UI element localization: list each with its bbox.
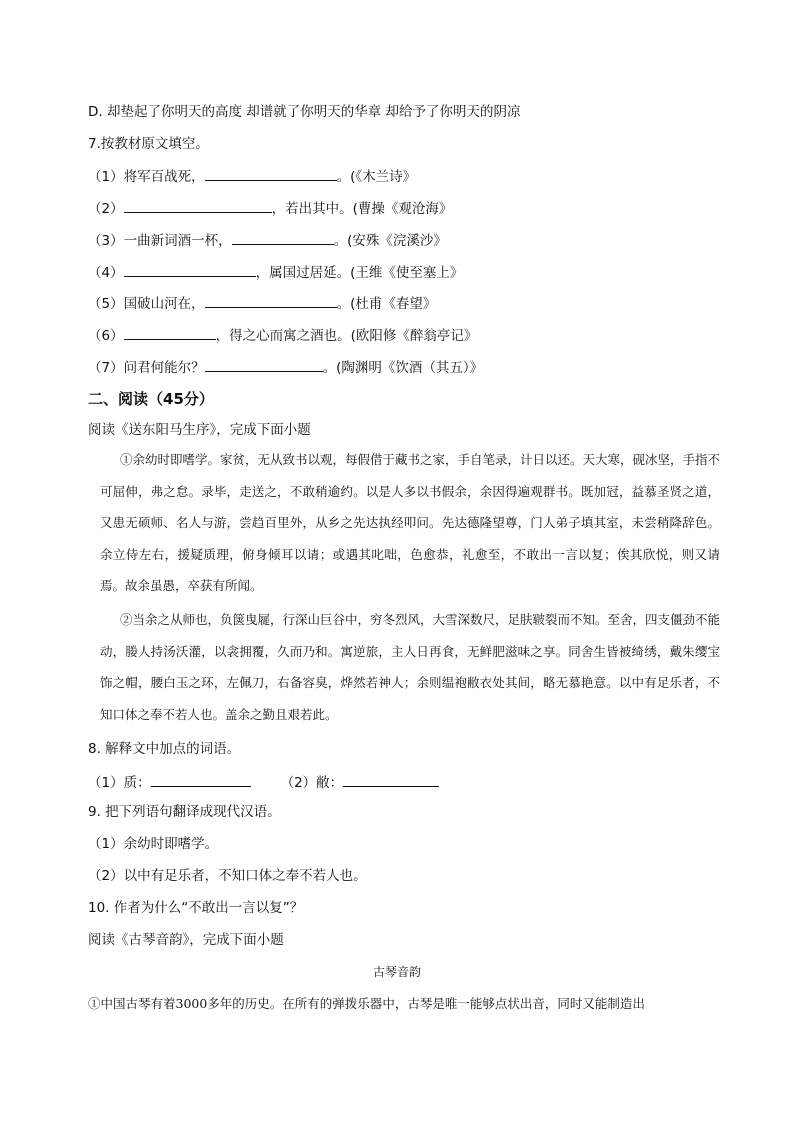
- reading1-paragraph-1: [100, 444, 720, 602]
- reading1-paragraph-2: [100, 604, 720, 730]
- q7-item-4-post: ，属国过居延。(王维《使至塞上》: [255, 265, 464, 281]
- option-d: D. 却垫起了你明天的高度 却谱就了你明天的华章 却给予了你明天的阴凉: [88, 104, 521, 120]
- q7-item-2-post: ，若出其中。(曹操《观沧海》: [271, 201, 453, 217]
- q7-item-7: [88, 357, 483, 377]
- reading1-paragraph-1-text: ①余幼时即嗜学。家贫，无从致书以观，每假借于藏书之家，手自笔录，计日以还。天大寒，砚冰坚，手指不可屈伸，弗之怠。录毕，走送之，不敢稍逾约。以是人多以书假余，余因得遍观群书。既加冠，益慕圣贤之道，又患无硕师、名人与游，尝趋百里外，从乡之先达执经叩问。先达德隆望尊，门人弟子填其室，未尝稍降辞色。余立侍左右，援疑质理，俯身倾耳以请；或遇其叱咄，色愈恭，礼愈至，不敢出一言以复；俟其欣悦，则又请焉。故余虽愚，卒获有所闻。: [100, 452, 721, 593]
- q7-item-5-post: 。(杜甫《春望》: [336, 296, 437, 312]
- answer-blank[interactable]: [205, 357, 323, 372]
- q7-item-1-pre: （1）将军百战死，: [88, 169, 205, 185]
- q7-item-3-pre: （3）一曲新词酒一杯，: [88, 233, 232, 249]
- q10-title: 10. 作者为什么“不敢出一言以复”？: [88, 900, 304, 916]
- answer-blank[interactable]: [205, 166, 337, 181]
- q7-title: 7.按教材原文填空。: [88, 136, 209, 152]
- q7-item-3: [88, 230, 447, 250]
- q7-item-2: [88, 198, 452, 218]
- q8-answers: [88, 772, 439, 792]
- q7-item-6-post: ，得之心而寓之酒也。(欧阳修《醉翁亭记》: [215, 328, 478, 344]
- q9-sentence-2: （2）以中有足乐者，不知口体之奉不若人也。: [88, 868, 367, 884]
- reading2-paragraph-1-text: ①中国古琴有着3000多年的历史。在所有的弹拨乐器中，古琴是唯一能够点状出音，同时又能制造出: [88, 996, 645, 1011]
- q7-item-6-pre: （6）: [88, 328, 124, 344]
- answer-blank[interactable]: [205, 293, 337, 308]
- answer-blank[interactable]: [151, 772, 251, 787]
- q7-item-5-pre: （5）国破山河在，: [88, 296, 205, 312]
- reading1-intro: 阅读《送东阳马生序》，完成下面小题: [88, 422, 311, 438]
- answer-blank[interactable]: [343, 772, 439, 787]
- q7-item-2-pre: （2）: [88, 201, 124, 217]
- reading2-paragraph-1: [88, 988, 728, 1020]
- answer-blank[interactable]: [124, 198, 272, 213]
- reading1-paragraph-2-text: ②当余之从师也，负箧曳屣，行深山巨谷中，穷冬烈风，大雪深数尺，足肤皲裂而不知。至舍，四支僵劲不能动，媵人持汤沃灌，以衾拥覆，久而乃和。寓逆旅，主人日再食，无鲜肥滋味之享。同舍生皆被绮绣，戴朱缨宝饰之帽，腰白玉之环，左佩刀，右备容臭，烨然若神人；余则缊袍敝衣处其间，略无慕艳意。以中有足乐者，不知口体之奉不若人也。盖余之勤且艰若此。: [100, 612, 721, 722]
- section-heading: 二、阅读（45分）: [88, 390, 214, 408]
- answer-blank[interactable]: [124, 325, 216, 340]
- q9-sentence-1: （1）余幼时即嗜学。: [88, 836, 219, 852]
- q7-item-1-post: 。(《木兰诗》: [336, 169, 417, 185]
- reading2-intro: 阅读《古琴音韵》，完成下面小题: [88, 932, 284, 948]
- q7-item-3-post: 。(安殊《浣溪沙》: [333, 233, 447, 249]
- q7-item-5: [88, 293, 436, 313]
- reading2-title: 古琴音韵: [372, 965, 421, 979]
- q7-item-7-pre: （7）问君何能尔？: [88, 360, 205, 376]
- q8-b-label: （2）敝：: [280, 775, 344, 791]
- q7-item-7-post: 。(陶渊明《饮酒（其五）》: [322, 360, 484, 376]
- q9-title: 9. 把下列语句翻译成现代汉语。: [88, 804, 281, 820]
- answer-blank[interactable]: [124, 262, 256, 277]
- q8-a-label: （1）质：: [88, 775, 151, 791]
- q8-title: 8. 解释文中加点的词语。: [88, 741, 241, 757]
- answer-blank[interactable]: [232, 230, 334, 245]
- q7-item-4-pre: （4）: [88, 265, 124, 281]
- q7-item-6: [88, 325, 477, 345]
- q7-item-4: [88, 262, 463, 282]
- q7-item-1: [88, 166, 416, 186]
